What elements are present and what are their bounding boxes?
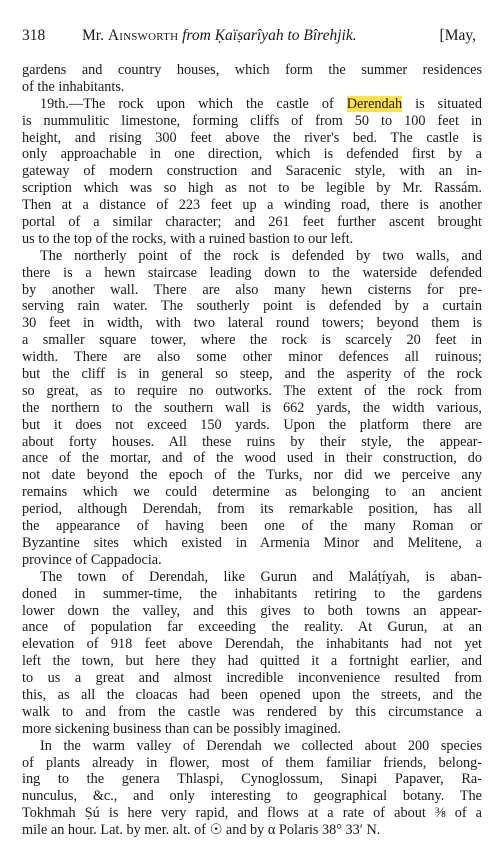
text-segment: 19th.—The rock upon which the castle of — [40, 95, 347, 112]
text-line: of the inhabitants. — [22, 78, 125, 95]
text-line: doned in summer-time, the inhabitants retiring to the gardens — [22, 585, 482, 602]
text-line: ance of population far exceeding the reality. At Gurun, at an — [22, 619, 482, 636]
text-line: width. There are also some other minor defences all ruinous; — [22, 349, 482, 366]
highlighted-term: Derendah — [346, 95, 403, 112]
running-title — [82, 24, 357, 48]
text-line: is nummulitic limestone, forming cliffs of from 50 to 100 feet in — [22, 112, 482, 129]
text-line: elevation of 918 feet above Derendah, the inhabitants had not yet — [22, 636, 482, 653]
text-line: so great, as to require no outworks. The extent of the rock from — [22, 382, 482, 399]
body-text — [22, 62, 482, 839]
text-line: province of Cappadocia. — [22, 551, 162, 568]
text-line: not date beyond the epoch of the Turks, nor did we perceive any — [22, 467, 482, 484]
text-line: only approachable in one direction, which is defended first by a — [22, 146, 482, 163]
text-line: but it does not exceed 150 yards. Upon the platform there are — [22, 416, 482, 433]
title-route: from Ḳaïṣarîyah to Bîrehjik. — [182, 27, 357, 44]
text-line: Tokhmah Ṣú is here very rapid, and flows at a rate of about ⅜ of a — [22, 805, 482, 822]
text-line: more sickening business than can be possibly imagined. — [22, 720, 341, 737]
text-line: period, although Derendah, from its remarkable position, has all — [22, 501, 482, 518]
text-line: Then at a distance of 223 feet up a winding road, there is another — [22, 197, 482, 214]
text-line: Byzantine sites which existed in Armenia Minor and Melitene, a — [22, 534, 482, 551]
text-segment: is situated — [402, 95, 482, 112]
page-number: 318 — [22, 27, 46, 44]
text-line: ance of the mortar, and of the wood used in their construction, do — [22, 450, 482, 467]
text-line: there is a hewn staircase leading down to the waterside defended — [22, 264, 482, 281]
text-line: but the cliff is in general so steep, and the asperity of the rock — [22, 366, 482, 383]
running-head — [22, 24, 476, 48]
text-line: about forty houses. All these ruins by their style, the appear- — [22, 433, 482, 450]
text-line: remains which we could determine as belonging to an ancient — [22, 484, 482, 501]
text-line: to us a great and almost incredible inconvenience resulted from — [22, 670, 482, 687]
text-line: a smaller square tower, where the rock is scarcely 20 feet in — [22, 332, 482, 349]
text-line: us to the top of the rocks, with a ruined bastion to our left. — [22, 230, 354, 247]
text-line: by another wall. There are also many hewn cisterns for pre- — [22, 281, 482, 298]
text-line: height, and rising 300 feet above the river's bed. The castle is — [22, 129, 482, 146]
text-line: gateway of modern construction and Saracenic style, with an in- — [22, 163, 482, 180]
title-mr: Mr. — [82, 27, 104, 44]
text-line: this, as all the cloacas had been opened upon the streets, and the — [22, 686, 482, 703]
text-line: of plants already in flower, most of them familiar friends, belong- — [22, 754, 482, 771]
running-month: [May, — [439, 27, 476, 44]
text-line: The northerly point of the rock is defended by two walls, and — [40, 247, 482, 264]
text-line: lower down the valley, and this gives to both towns an appear- — [22, 602, 482, 619]
text-line: gardens and country houses, which form the summer residences — [22, 62, 482, 78]
title-author: Ainsworth — [107, 27, 179, 44]
text-line: serving rain water. The southerly point is defended by a curtain — [22, 298, 482, 315]
text-line: portal of a similar character; and 261 feet further ascent brought — [22, 214, 482, 231]
text-line — [22, 96, 482, 113]
text-line: In the warm valley of Derendah we collected about 200 species — [40, 737, 482, 754]
text-line: 30 feet in width, with two lateral round towers; beyond them is — [22, 315, 482, 332]
text-line: the appearance of having been one of the many Roman or — [22, 518, 482, 535]
text-line: left the town, but here they had quitted it a fortnight earlier, and — [22, 653, 482, 670]
text-line: the northern to the southern wall is 662 yards, the width various, — [22, 399, 482, 416]
text-line: walk to and from the castle was rendered by this circumstance a — [22, 703, 482, 720]
text-line: scription which was so high as not to be legible by Mr. Rassám. — [22, 180, 482, 197]
text-line: ing to the genera Thlaspi, Cynoglossum, Sinapi Papaver, Ra- — [22, 771, 482, 788]
text-line: nunculus, &c., and only interesting to geographical botany. The — [22, 788, 482, 805]
text-line: The town of Derendah, like Gurun and Maláṭíyah, is aban- — [40, 568, 482, 585]
text-line: mile an hour. Lat. by mer. alt. of ☉ and by α Polaris 38° 33′ N. — [22, 822, 381, 839]
